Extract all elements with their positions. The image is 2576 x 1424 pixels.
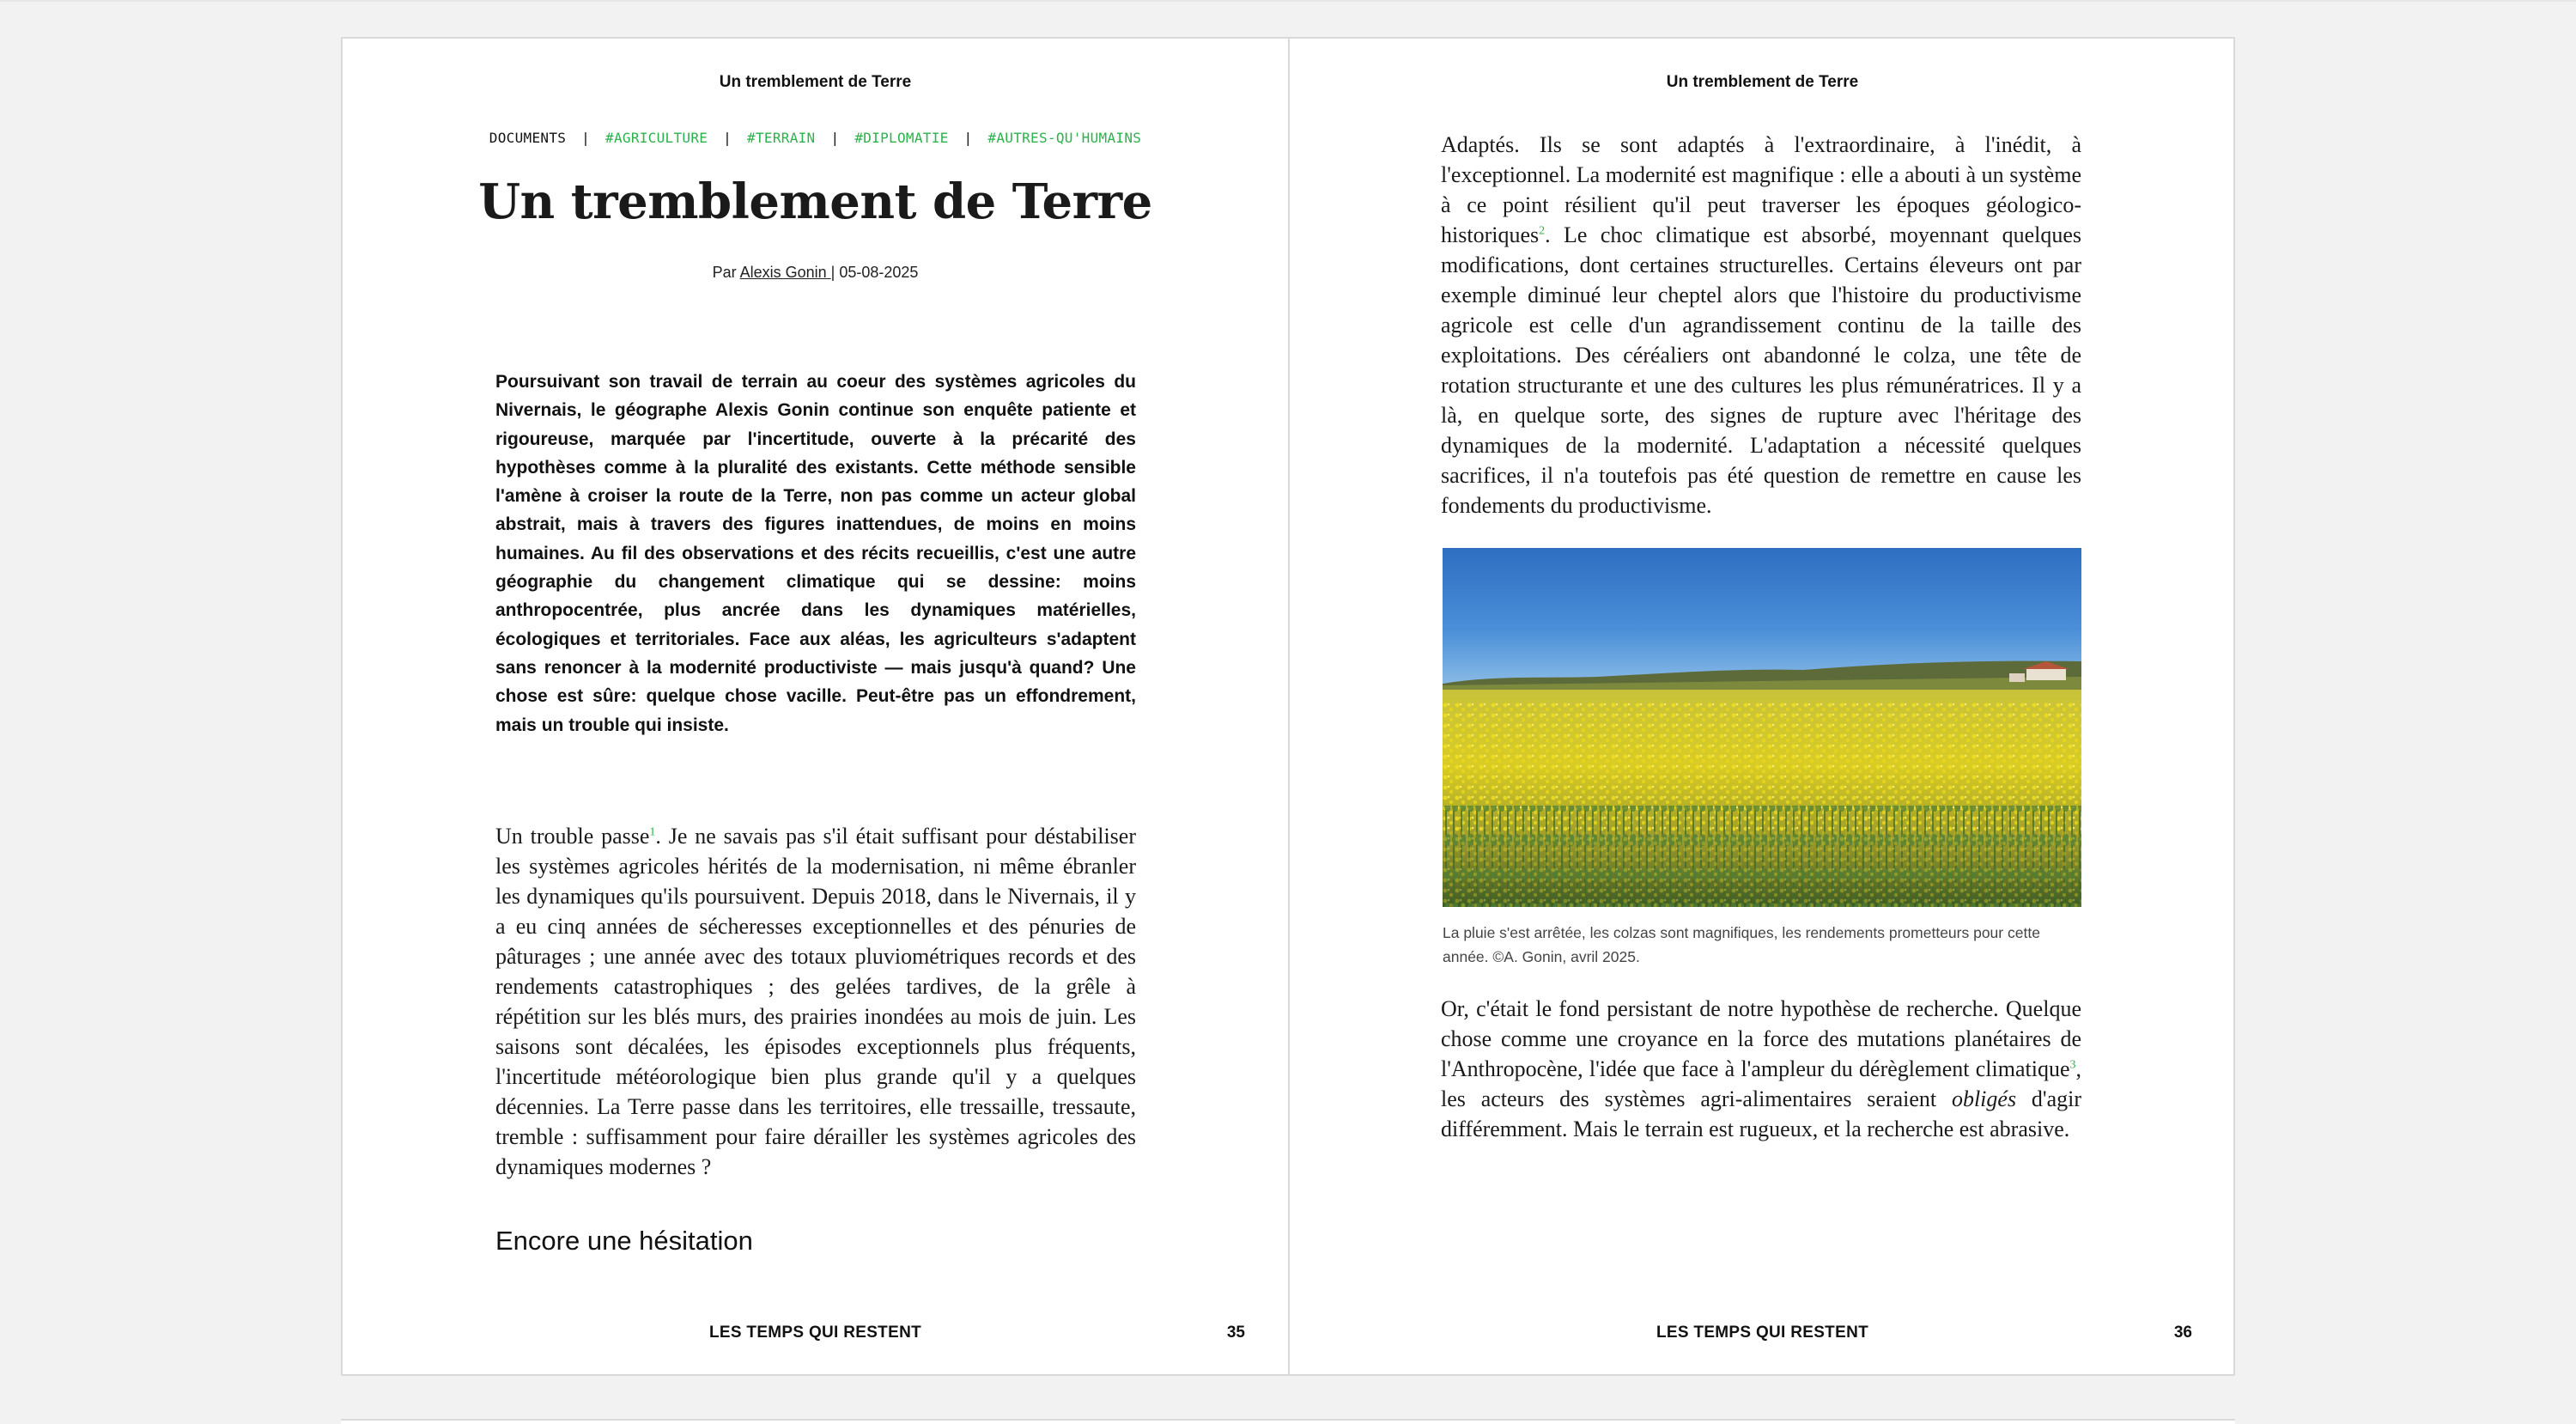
body-text: Or, c'était le fond persistant de notre hypothèse de recherche. Quelque chose comme une croyance en la force des mutations planétaires de l'Anthropocène, l'idée que face à l'ampleur du dérèglement climatique: [1441, 996, 2081, 1081]
footnote-ref-1[interactable]: 1: [649, 825, 656, 839]
tag-diplomatie[interactable]: #DIPLOMATIE: [854, 130, 949, 146]
footer-title: LES TEMPS QUI RESTENT: [1656, 1324, 1868, 1342]
tag-line: [343, 130, 1288, 146]
byline-prefix: Par: [712, 264, 740, 281]
photo-illustration: [1443, 548, 2081, 907]
top-edge: [0, 0, 2576, 2]
rapeseed-field-photo: [1443, 548, 2081, 907]
body-text: Un trouble passe: [495, 824, 650, 849]
publish-date: | 05-08-2025: [830, 264, 919, 281]
body-paragraph-3: [1441, 994, 2081, 1144]
lead-paragraph: Poursuivant son travail de terrain au coeur des systèmes agricoles du Nivernais, le géographe Alexis Gonin continue son enquête patiente et rigoureuse, marquée par l'incertitude, ouverte à la précarité des hypothèses comme à la pluralité des existants. Cette méthode sensible l'amène à croiser la route de la Terre, non pas comme un acteur global abstrait, mais à travers des figures inattendues, de moins en moins humaines. Au fil des observations et des récits recueillis, c'est une autre géographie du changement climatique qui se dessine: moins anthropocentrée, plus ancrée dans les dynamiques matérielles, écologiques et territoriales. Face aux aléas, les agriculteurs s'adaptent sans renoncer à la modernité productiviste — mais jusqu'à quand? Une chose est sûre: quelque chose vacille. Peut-être pas un effondrement, mais un trouble qui insiste.: [495, 372, 1136, 735]
footnote-ref-3[interactable]: 3: [2069, 1058, 2076, 1072]
emphasis-text: obligés: [1951, 1086, 2017, 1111]
body-paragraph-2: [1441, 130, 2081, 520]
page-number: 36: [2173, 1324, 2192, 1342]
body-text: Adaptés. Ils se sont adaptés à l'extraordinaire, à l'inédit, à l'exceptionnel. La modernité est magnifique : elle a abouti à un système à ce point résilient qu'il peut traverser les époques géologico-historiques: [1441, 132, 2081, 247]
tag-separator: |: [581, 130, 591, 146]
tag-agriculture[interactable]: #AGRICULTURE: [605, 130, 708, 146]
running-head: Un tremblement de Terre: [1666, 73, 1859, 91]
body-text: . Le choc climatique est absorbé, moyennant quelques modifications, dont certaines structurelles. Certains éleveurs ont par exemple diminué leur cheptel alors que l'histoire du productivisme agricole est celle d'un agrandissement continu de la taille des exploitations. Des céréaliers ont abandonné le colza, une tête de rotation structurante et une des cultures les plus rémunératrices. Il y a là, en quelque sorte, des signes de rupture avec l'héritage des dynamiques de la modernité. L'adaptation a nécessité quelques sacrifices, il n'a toutefois pas été question de remettre en cause les fondements du productivisme.: [1441, 222, 2081, 518]
body-paragraph-1: [495, 821, 1136, 1182]
book-spread: [341, 37, 2235, 1376]
left-page: [343, 39, 1288, 1374]
next-spread-edge: [341, 1419, 2235, 1424]
footer-title: LES TEMPS QUI RESTENT: [709, 1324, 921, 1342]
tag-separator: |: [963, 130, 973, 146]
body-text: , les acteurs des systèmes agri-alimentaires seraient: [1441, 1056, 2081, 1111]
tag-separator: |: [723, 130, 732, 146]
tag-autres-qu-humains[interactable]: #AUTRES-QU'HUMAINS: [987, 130, 1142, 146]
tag-separator: |: [830, 130, 840, 146]
body-text: . Je ne savais pas s'il était suffisant pour déstabiliser les systèmes agricoles hérités de la modernisation, ni même ébranler les dynamiques qu'ils poursuivent. Depuis 2018, dans le Nivernais, il y a eu cinq années de sécheresses exceptionnelles et des pénuries de pâturages ; une année avec des totaux pluviométriques records et des rendements catastrophiques ; des gelées tardives, de la grêle à répétition sur les blés murs, des prairies inondées au mois de juin. Les saisons sont décalées, les épisodes exceptionnels plus fréquents, l'incertitude météorologique bien plus grande qu'il y a quelques décennies. La Terre passe dans les territoires, elle tressaille, tressaute, tremble : suffisamment pour faire dérailler les systèmes agricoles des dynamiques modernes ?: [495, 824, 1136, 1179]
author-link[interactable]: Alexis Gonin: [739, 264, 831, 281]
article-title: Un tremblement de Terre: [478, 173, 1152, 230]
right-page: [1290, 39, 2235, 1374]
tag-terrain[interactable]: #TERRAIN: [747, 130, 816, 146]
byline: [343, 264, 1288, 282]
section-heading: Encore une hésitation: [495, 1226, 753, 1256]
running-head: Un tremblement de Terre: [719, 73, 912, 91]
category-documents[interactable]: DOCUMENTS: [489, 130, 567, 146]
page-number: 35: [1226, 1324, 1245, 1342]
photo-caption: La pluie s'est arrêtée, les colzas sont magnifiques, les rendements prometteurs pour cette année. ©A. Gonin, avril 2025.: [1443, 924, 2040, 965]
body-text: d'agir différemment. Mais le terrain est rugueux, et la recherche est abrasive.: [1441, 1086, 2081, 1141]
footnote-ref-2[interactable]: 2: [1539, 224, 1546, 238]
